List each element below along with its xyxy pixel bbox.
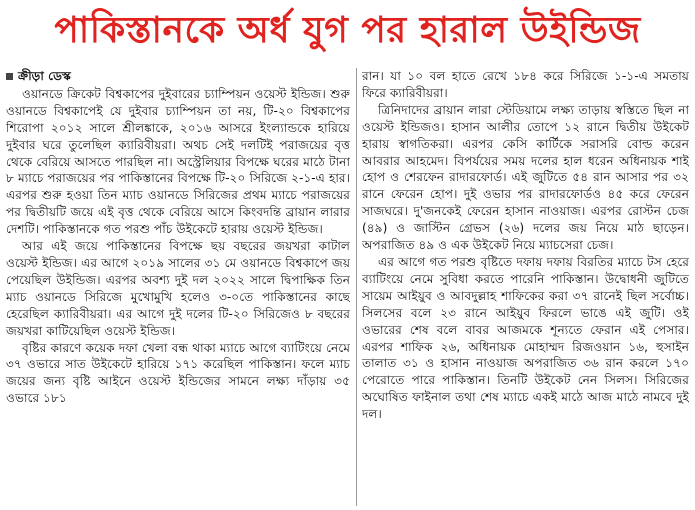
square-bullet-icon [6, 73, 13, 80]
column-divider [356, 68, 357, 506]
paragraph: ত্রিনিদাদের ব্রায়ান লারা স্টেডিয়ামে লক্ষ্য তাড়ায় স্বস্তিতে ছিল না ওয়েস্ট ইন্ডিজও। হাসান আলীর তোপে ১২ রানে দ্বিতীয় উইকেট হারায় স্বাগতিকরা। এরপর কেসি কার্টিকে সরাসরি বোল্ড করেন আবরার আহমেদ। বিপর্যয়ের সময় দলের হাল ধরেন অধিনায়ক শাই হোপ ও শেরফেন রাদারফোর্ড। এই জুটিতে ৫৪ রান আসার পর ৩২ রানে ফেরেন হোপ। দুই ওভার পর রাদারফোর্ডও ৪৫ করে ফেরেন সাজঘরে। দু'জনকেই ফেরেন হাসান নাওয়াজ। এরপর রোস্টন চেজ (৪৯) ও জাস্টিন গ্রেভস (২৬) দলের জয় নিয়ে মাঠ ছাড়েন। অপরাজিত ৪৯ ও এক উইকেট নিয়ে ম্যাচসেরা চেজ। [362, 102, 689, 253]
paragraph: আর এই জয়ে পাকিস্তানের বিপক্ষে ছয় বছরের জয়খরা কাটাল ওয়েস্ট ইন্ডিজ। এর আগে ২০১৯ সালের ৩১ মে ওয়ানডে বিশ্বকাপে জয় পেয়েছিল উইন্ডিজ। এরপর অবশ্য দুই দল ২০২২ সালে দ্বিপাক্ষিক তিন ম্যাচ ওয়ানডে সিরিজে মুখোমুখি হলেও ৩-০তে পাকিস্তানের কাছে হেরেছিল ক্যারিবীয়রা। এর আগে দুই দলের টি-২০ সিরিজেও ৮ বছরের জয়খরা কাটিয়েছিল ওয়েস্ট ইন্ডিজ। [6, 239, 350, 338]
byline [6, 68, 350, 85]
article-column-right [362, 68, 689, 508]
paragraph: ওয়ানডে ক্রিকেট বিশ্বকাপের দুইবারের চ্যাম্পিয়ন ওয়েস্ট ইন্ডিজ। শুরু ওয়ানডে বিশ্বকাপেই যে দুইবার চ্যাম্পিয়ন তা নয়, টি-২০ বিশ্বকাপের শিরোপা ২০১২ সালে শ্রীলঙ্কাকে, ২০১৬ আসরে ইংল্যান্ডকে হারিয়ে দুইবার ঘরে তুলেছিল ক্যারিবীয়রা। অথচ সেই দলটিই পরাজয়ের বৃত্ত থেকে বেরিয়ে আসতে পারছিল না। অস্ট্রেলিয়ার বিপক্ষে ঘরের মাঠে টানা ৮ ম্যাচে পরাজয়ের পর পাকিস্তানের বিপক্ষে টি-২০ সিরিজে ২-১-এ হার। এরপর শুরু হওয়া তিন ম্যাচ ওয়ানডে সিরিজের প্রথম ম্যাচে পরাজয়ের পর দ্বিতীয়টি জয়ে এই বৃত্ত থেকে বেরিয়ে আসে কিংবদন্তি ব্রায়ান লারার দেশটি। পাকিস্তানকে গত পরশু পাঁচ উইকেটে হারায় ওয়েস্ট ইন্ডিজ। [6, 86, 350, 237]
paragraph: রান। যা ১০ বল হাতে রেখে ১৮৪ করে সিরিজে ১-১-এ সমতায় ফিরে ক্যারিবীয়রা। [362, 69, 689, 100]
headline: পাকিস্তানকে অর্ধ যুগ পর হারাল উইন্ডিজ [54, 10, 641, 51]
byline-text: ক্রীড়া ডেস্ক [18, 69, 71, 83]
article-column-left [6, 68, 350, 508]
paragraph: বৃষ্টির কারণে কয়েক দফা খেলা বন্ধ থাকা ম্যাচে আগে ব্যাটিংয়ে নেমে ৩৭ ওভারে সাত উইকেটে হারিয়ে ১৭১ করেছিল পাকিস্তান। ফলে ম্যাচ জয়ের জন্য বৃষ্টি আইনে ওয়েস্ট ইন্ডিজের সামনে লক্ষ্য দাঁড়ায় ৩৫ ওভারে ১৮১ [6, 340, 350, 406]
paragraph: এর আগে গত পরশু বৃষ্টিতে দফায় দফায় বিরতির ম্যাচে টস হেরে ব্যাটিংয়ে নেমে সুবিধা করতে পারেনি পাকিস্তান। উদ্বোধনী জুটিতে সায়েম আইয়ুব ও আবদুল্লাহ শাফিকের করা ৩৭ রানেই ছিল সর্বোচ্চ। সিলসের বলে ২৩ রানে আইয়ুব ফিরলে ভাঙে এই জুটি। ওই ওভারের শেষ বলে বাবর আজমকে শূন্যতে ফেরান এই পেসার। এরপর শাফিক ২৬, অধিনায়ক মোহাম্মদ রিজওয়ান ১৬, হুসাইন তালাত ৩১ ও হাসান নাওয়াজ অপরাজিত ৩৬ রান করলে ১৭০ পেরোতে পারে পাকিস্তান। তিনটি উইকেট নেন সিলস। সিরিজের অঘোষিত ফাইনাল তথা শেষ ম্যাচে একই মাঠে আজ মাঠে নামবে দুই দল। [362, 254, 689, 422]
